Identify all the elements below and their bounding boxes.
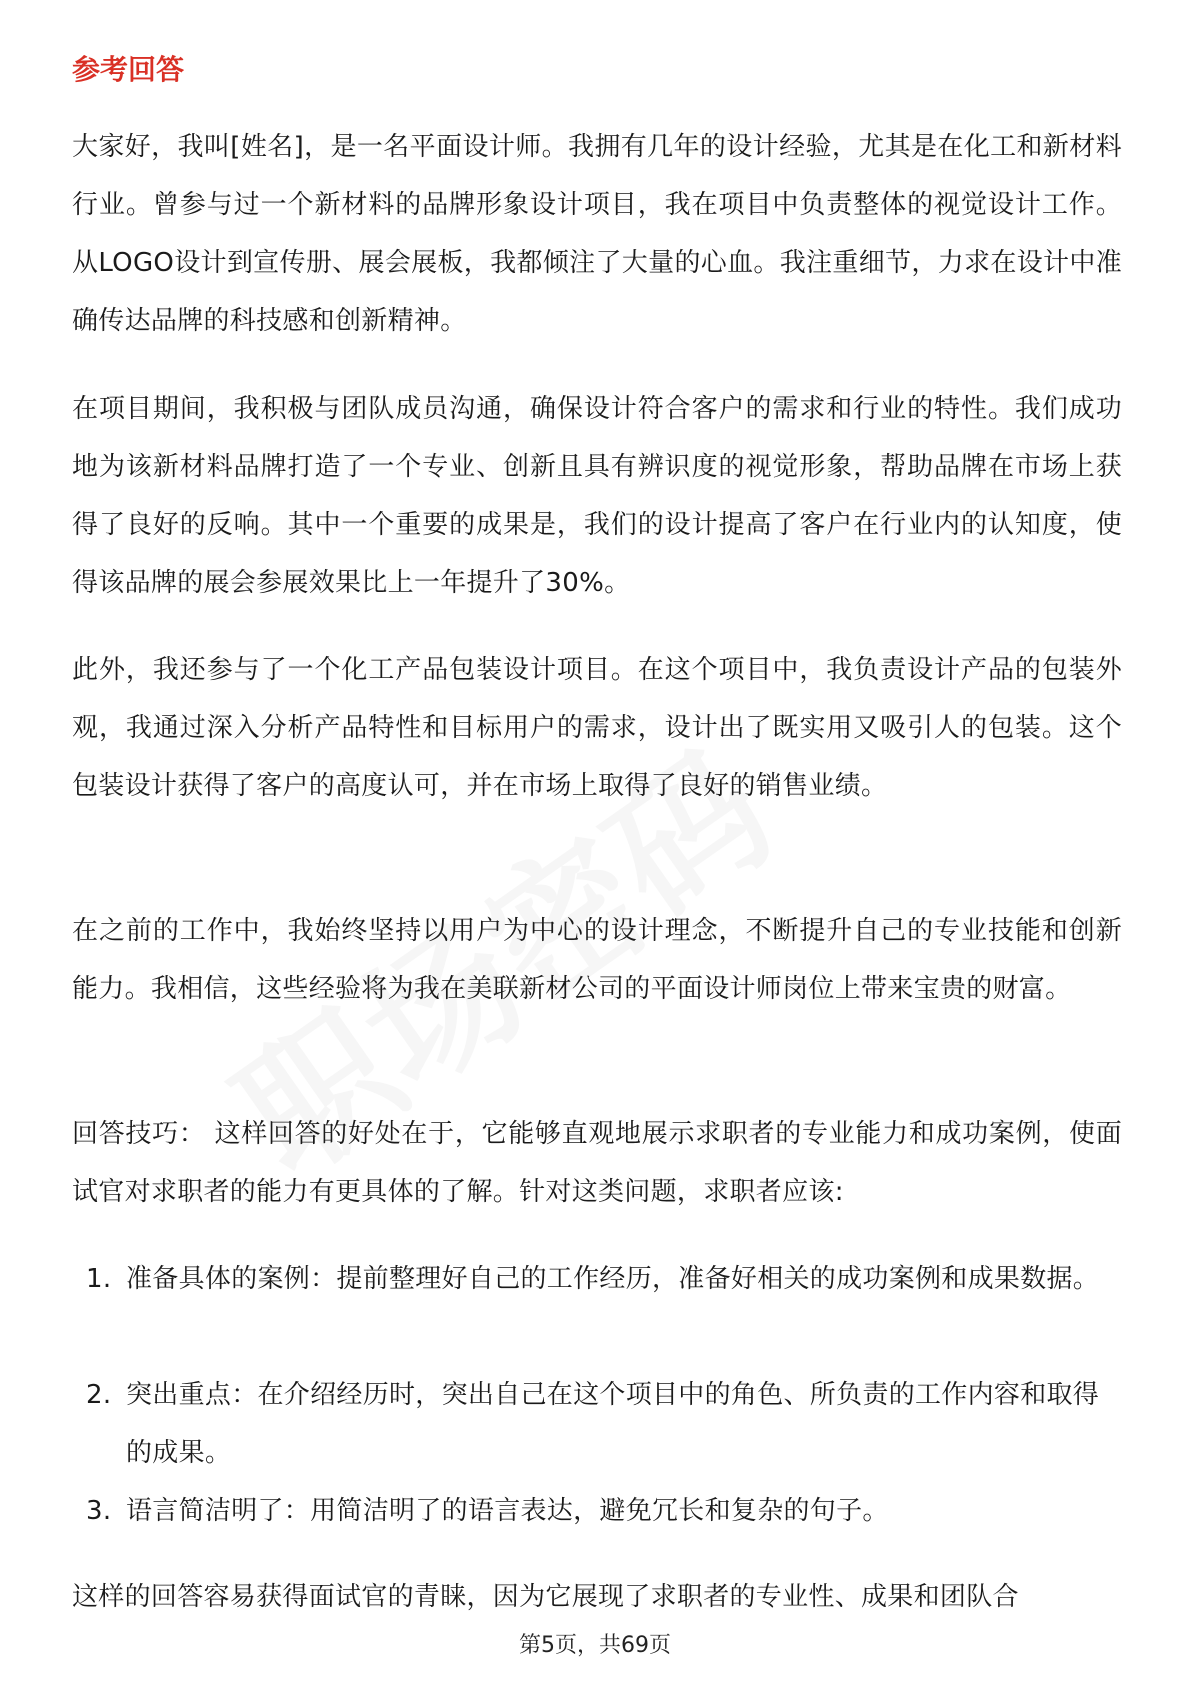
list-text: 语言简洁明了：用简洁明了的语言表达，避免冗长和复杂的句子。	[126, 1496, 889, 1526]
tips-list-2	[72, 1366, 1122, 1482]
list-number: 2.	[86, 1380, 112, 1410]
list-text: 突出重点：在介绍经历时，突出自己在这个项目中的角色、所负责的工作内容和取得的成果。	[126, 1380, 1100, 1468]
tips-list-1	[72, 1250, 1122, 1308]
page-number: 第5页，共69页	[519, 1633, 671, 1658]
list-item	[72, 1250, 1122, 1308]
paragraph-intro: 大家好，我叫[姓名]，是一名平面设计师。我拥有几年的设计经验，尤其是在化工和新材料行业。曾参与过一个新材料的品牌形象设计项目，我在项目中负责整体的视觉设计工作。从LOGO设计到宣传册、展会展板，我都倾注了大量的心血。我注重细节，力求在设计中准确传达品牌的科技感和创新精神。	[72, 132, 1122, 336]
list-item	[72, 1482, 1122, 1540]
paragraph-project: 在项目期间，我积极与团队成员沟通，确保设计符合客户的需求和行业的特性。我们成功地为该新材料品牌打造了一个专业、创新且具有辨识度的视觉形象，帮助品牌在市场上获得了良好的反响。其中一个重要的成果是，我们的设计提高了客户在行业内的认知度，使得该品牌的展会参展效果比上一年提升了30%。	[72, 394, 1122, 598]
paragraph-packaging: 此外，我还参与了一个化工产品包装设计项目。在这个项目中，我负责设计产品的包装外观，我通过深入分析产品特性和目标用户的需求，设计出了既实用又吸引人的包装。这个包装设计获得了客户的高度认可，并在市场上取得了良好的销售业绩。	[72, 655, 1122, 801]
list-number: 3.	[86, 1496, 112, 1526]
paragraph-experience: 在之前的工作中，我始终坚持以用户为中心的设计理念，不断提升自己的专业技能和创新能力。我相信，这些经验将为我在美联新材公司的平面设计师岗位上带来宝贵的财富。	[72, 916, 1122, 1004]
list-number: 1.	[86, 1264, 112, 1294]
list-text: 准备具体的案例：提前整理好自己的工作经历，准备好相关的成功案例和成果数据。	[126, 1264, 1100, 1294]
paragraph-tips: 回答技巧： 这样回答的好处在于，它能够直观地展示求职者的专业能力和成功案例，使面试官对求职者的能力有更具体的了解。针对这类问题，求职者应该:	[72, 1119, 1122, 1207]
section-heading: 参考回答	[72, 53, 185, 86]
list-item	[72, 1366, 1122, 1482]
paragraph-closing: 这样的回答容易获得面试官的青睐，因为它展现了求职者的专业性、成果和团队合	[72, 1582, 1019, 1612]
tips-list-3	[72, 1482, 1122, 1540]
